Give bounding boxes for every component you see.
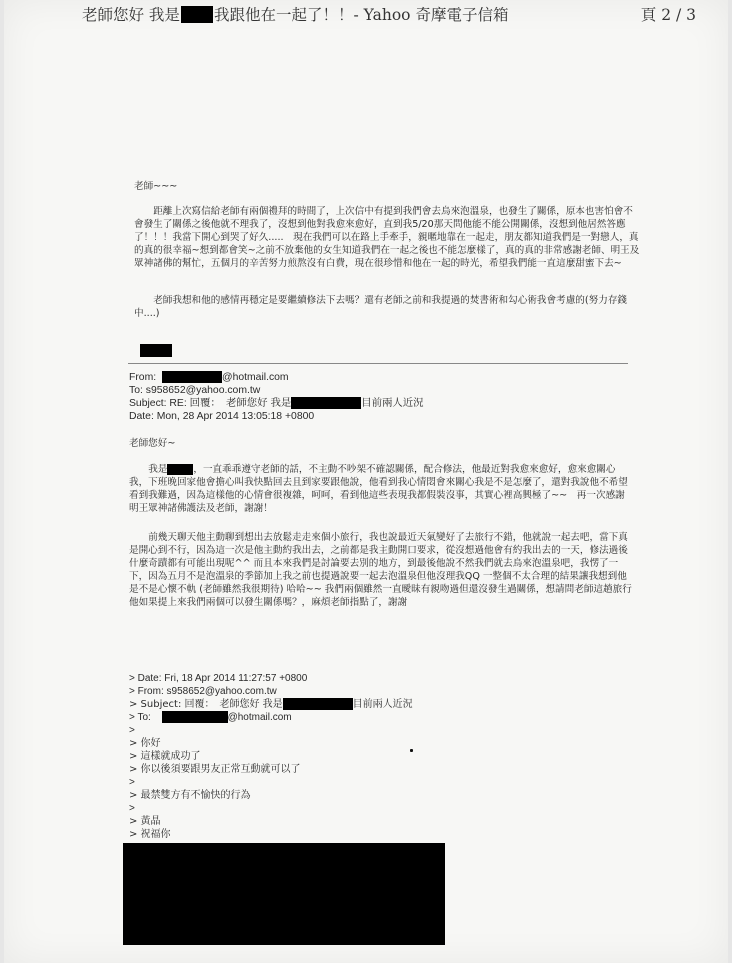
quoted-to-prefix: > To: <box>129 712 151 723</box>
quoted-line-6: > 祝福你 <box>129 829 171 840</box>
redaction-block <box>283 698 353 710</box>
redaction-block <box>162 711 228 723</box>
reply-paragraph-1 <box>129 463 633 515</box>
reply-from <box>129 371 289 384</box>
quoted-from: > From: s958652@yahoo.com.tw <box>129 686 277 697</box>
large-redaction-block <box>123 843 445 945</box>
from-label: From: <box>129 372 157 383</box>
from-suffix: @hotmail.com <box>222 372 289 383</box>
signature-redaction <box>140 344 172 357</box>
scan-speck <box>410 749 413 752</box>
quoted-to <box>129 711 292 724</box>
redaction-block <box>291 397 361 409</box>
reply-para1-rest: ，一直乖乖遵守老師的話，不主動不吵架不確認關係，配合修法，他最近對我愈來愈好，愈來愈關心我，下班晚回家他會擔心叫我快點回去且到家要跟他說，他看到我心情悶會來關心我是不是怎麼了，還對我說他不希望看到我難過，因為這樣他的心情會很複雜，呵呵，看到他這些表現我都假裝沒事，其實心裡高興極了~~ 再一次感謝明王眾神諸佛護法及老師，謝謝！ <box>129 464 628 514</box>
quoted-blank-line: > <box>129 777 135 788</box>
quoted-blank-line: > <box>129 803 135 814</box>
quoted-blank-line: > <box>129 725 135 736</box>
quoted-line-1: > 你好 <box>129 738 161 749</box>
reply-paragraph-2: 前幾天聊天他主動聊到想出去放鬆走走來個小旅行，我也說最近天氣變好了去旅行不錯，他就說一起去吧，當下真是開心到不行，因為這一次是他主動約我出去，之前都是我主動開口要求，從沒想過他會有約我出去的一天，修法過後什麼奇蹟都有可能出現呢^^ 而且本來我們是討論要去別的地方，到最後他說不然我們就去烏來泡溫泉吧，我愣了一下，因為五月不是泡溫泉的季節加上我之前也提過說要一起去泡溫泉但他沒理我QQ 一整個不太合理的結果讓我想到他是不是心懷不軌 (老師雖然我很期待) 哈哈~~ 我們兩個雖然一直曖昧有親吻過但還沒發生過關係，想請問老師這趟旅行他如果提上來我們兩個可以發生關係嗎？，麻煩老師指點了，謝謝 <box>129 532 632 608</box>
letter-paragraph-1: 距離上次寫信給老師有兩個禮拜的時間了，上次信中有提到我們會去烏來泡溫泉，也發生了關係，原本也害怕會不會發生了關係之後他就不理我了，沒想到他對我愈來愈好，直到我5/20那天問他能不能公開關係，沒想到他居然答應了！！！我當下開心到哭了好久..... 現在我們可以在路上手牽手，親暱地靠在一起走，朋友都知道我們是一對戀人，真的真的很幸福~想到都會笑~之前不放棄他的女生知道我們在一起之後也不能怎麼樣了，真的真的非常感謝老師、明王及眾神諸佛的幫忙，五個月的辛苦努力煎熬沒有白費，現在很珍惜和他在一起的時光，希望我們能一直這麼甜蜜下去~ <box>134 206 640 269</box>
letter-paragraph-2: 老師我想和他的感情再穩定是要繼續修法下去嗎？還有老師之前和我提過的焚書術和勾心術我會考慮的(努力存錢中....) <box>134 295 628 319</box>
subject-prefix: Subject: RE: 回覆： 老師您好 我是 <box>129 398 292 409</box>
quoted-line-5: > 黃晶 <box>129 816 161 827</box>
quoted-line-2: > 這樣就成功了 <box>129 751 201 762</box>
quoted-date: > Date: Fri, 18 Apr 2014 11:27:57 +0800 <box>129 673 308 684</box>
reply-para1-prefix: 我是 <box>148 464 168 475</box>
page-number: 頁 2 / 3 <box>640 6 696 24</box>
quoted-subject-prefix: > Subject: 回覆： 老師您好 我是 <box>129 699 283 710</box>
subject-suffix: 目前兩人近況 <box>361 398 424 409</box>
reply-greeting: 老師您好~ <box>129 438 176 449</box>
title-prefix: 老師您好 我是 <box>82 6 180 24</box>
letter-greeting: 老師~~~ <box>134 181 178 192</box>
reply-subject <box>129 397 424 410</box>
quoted-line-4: > 最禁雙方有不愉快的行為 <box>129 790 251 801</box>
quoted-subject-suffix: 目前兩人近況 <box>352 699 413 710</box>
reply-date: Date: Mon, 28 Apr 2014 13:05:18 +0800 <box>129 411 315 422</box>
quoted-subject <box>129 698 413 711</box>
separator-line <box>128 363 628 364</box>
quoted-line-3: > 你以後須要跟男友正常互動就可以了 <box>129 764 301 775</box>
title-suffix: 我跟他在一起了！！- Yahoo 奇摩電子信箱 <box>213 6 509 24</box>
page-title <box>82 4 508 26</box>
reply-to: To: s958652@yahoo.com.tw <box>129 385 261 396</box>
quoted-to-suffix: @hotmail.com <box>227 712 292 723</box>
redaction-block <box>167 464 193 475</box>
redaction-block <box>181 6 213 23</box>
redaction-block <box>162 371 222 383</box>
